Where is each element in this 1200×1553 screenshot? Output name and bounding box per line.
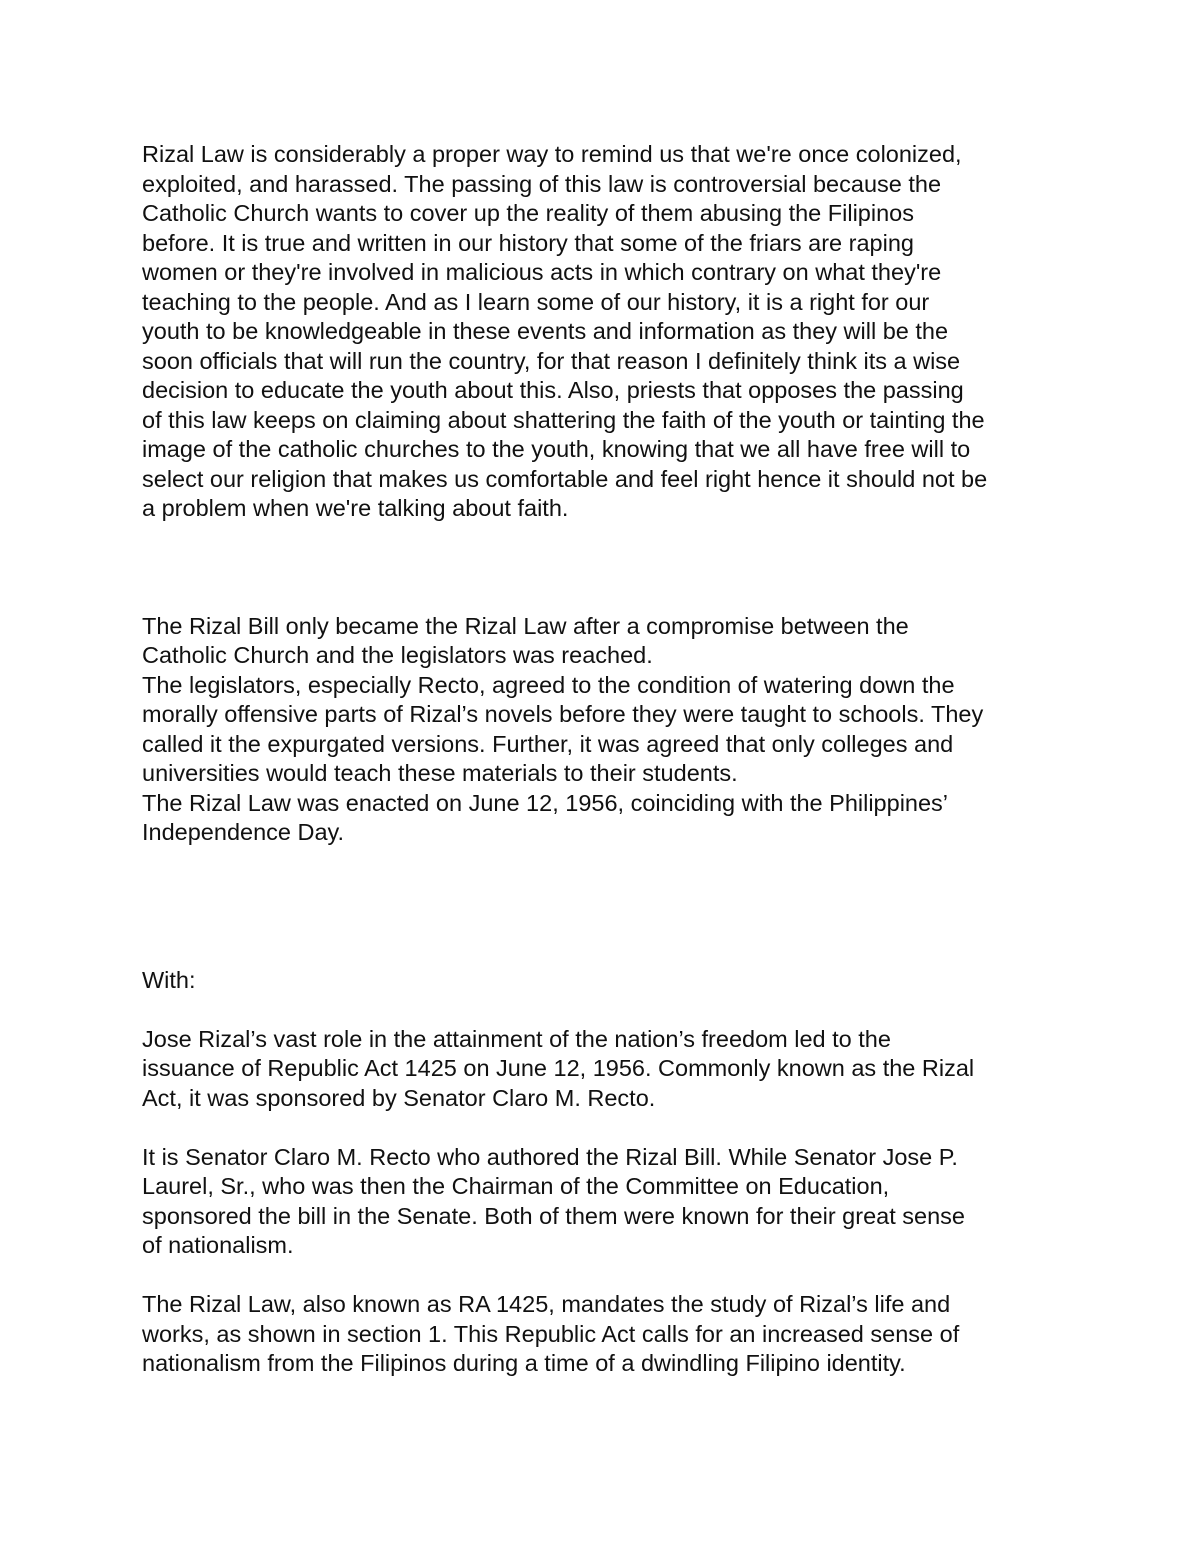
text-line: The Rizal Law was enacted on June 12, 1956, coinciding with the Philippines’: [142, 789, 949, 816]
spacer: [142, 848, 1072, 966]
text-line: sponsored the bill in the Senate. Both of them were known for their great sense: [142, 1202, 965, 1229]
text-line: Laurel, Sr., who was then the Chairman of the Committee on Education,: [142, 1173, 890, 1199]
text-line: Jose Rizal’s vast role in the attainment of the nation’s freedom led to the: [142, 1025, 891, 1052]
with-label: [142, 966, 1072, 996]
text-line: With:: [142, 966, 196, 993]
text-line: image of the catholic churches to the youth, knowing that we all have free will to: [142, 436, 971, 462]
paragraph-rizal-law-opinion: [142, 140, 1072, 524]
text-line: teaching to the people. And as I learn some of our history, it is a right for our: [142, 288, 930, 315]
text-line: The legislators, especially Recto, agreed to the condition of watering down the: [142, 671, 955, 698]
text-line: works, as shown in section 1. This Republic Act calls for an increased sense of: [142, 1320, 960, 1347]
text-line: Catholic Church wants to cover up the reality of them abusing the Filipinos: [142, 200, 914, 226]
text-line: Catholic Church and the legislators was reached.: [142, 642, 653, 668]
text-line: issuance of Republic Act 1425 on June 12, 1956. Commonly known as the Rizal: [142, 1055, 975, 1081]
paragraph-republic-act-1425: [142, 1025, 1072, 1114]
text-line: youth to be knowledgeable in these events and information as they will be the: [142, 318, 949, 344]
text-line: Act, it was sponsored by Senator Claro M. Recto.: [142, 1084, 656, 1111]
text-line: called it the expurgated versions. Further, it was agreed that only colleges and: [142, 730, 954, 757]
text-line: morally offensive parts of Rizal’s novels before they were taught to schools. They: [142, 701, 984, 727]
text-line: a problem when we're talking about faith.: [142, 495, 569, 521]
text-line: soon officials that will run the country, for that reason I definitely think its a wise: [142, 347, 961, 374]
spacer: [142, 995, 1072, 1025]
text-line: universities would teach these materials to their students.: [142, 760, 738, 786]
paragraph-recto-laurel: [142, 1143, 1072, 1261]
document-body: [142, 140, 1072, 1379]
text-line: Independence Day.: [142, 819, 345, 845]
text-line: exploited, and harassed. The passing of this law is controversial because the: [142, 170, 942, 197]
text-line: The Rizal Law, also known as RA 1425, mandates the study of Rizal’s life and: [142, 1291, 951, 1317]
text-line: Rizal Law is considerably a proper way to remind us that we're once colonized,: [142, 141, 962, 167]
paragraph-rizal-bill-compromise: [142, 612, 1072, 848]
spacer: [142, 1113, 1072, 1143]
text-line: nationalism from the Filipinos during a time of a dwindling Filipino identity.: [142, 1350, 906, 1376]
text-line: select our religion that makes us comfortable and feel right hence it should not be: [142, 465, 988, 492]
text-line: of this law keeps on claiming about shattering the faith of the youth or tainting the: [142, 406, 985, 433]
spacer: [142, 524, 1072, 612]
spacer: [142, 1261, 1072, 1291]
text-line: decision to educate the youth about this. Also, priests that opposes the passing: [142, 377, 964, 403]
text-line: before. It is true and written in our history that some of the friars are raping: [142, 229, 914, 256]
text-line: The Rizal Bill only became the Rizal Law after a compromise between the: [142, 612, 909, 639]
paragraph-ra-1425-mandate: [142, 1290, 1072, 1379]
text-line: It is Senator Claro M. Recto who authored the Rizal Bill. While Senator Jose P.: [142, 1143, 958, 1170]
text-line: of nationalism.: [142, 1232, 294, 1258]
text-line: women or they're involved in malicious acts in which contrary on what they're: [142, 259, 942, 285]
